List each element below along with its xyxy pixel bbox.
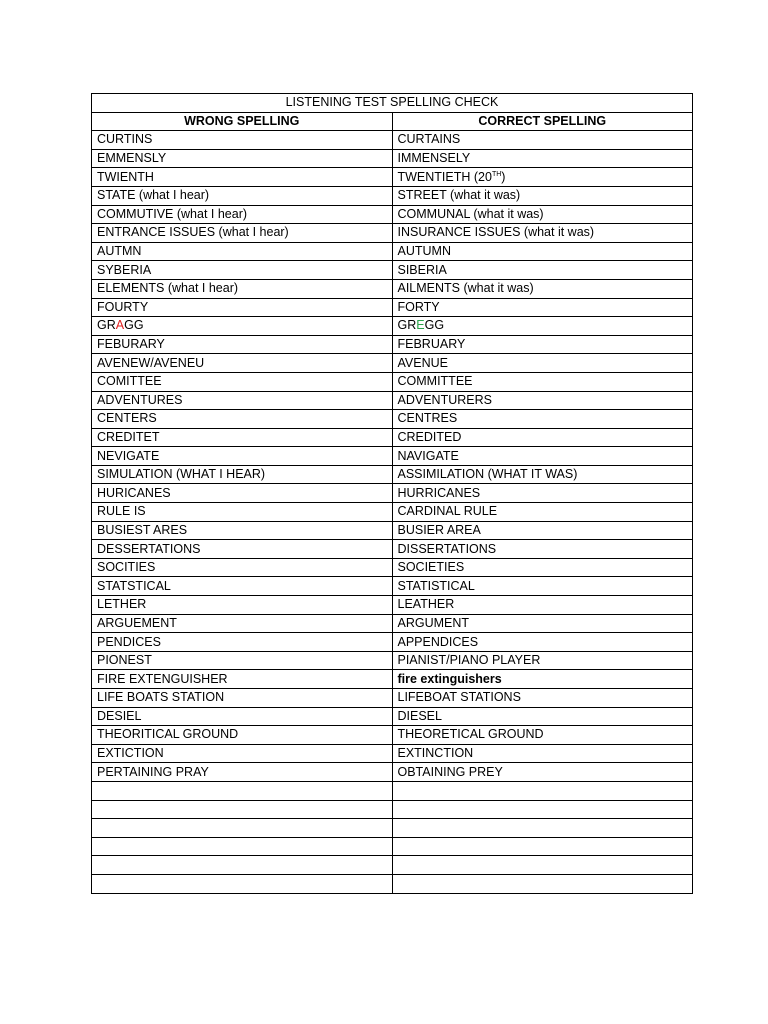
correct-cell: FORTY <box>392 298 693 317</box>
correct-cell: AILMENTS (what it was) <box>392 279 693 298</box>
wrong-cell: BUSIEST ARES <box>92 521 393 540</box>
wrong-cell: SOCITIES <box>92 558 393 577</box>
wrong-cell: STATSTICAL <box>92 577 393 596</box>
correct-text-after: ) <box>501 169 506 184</box>
correct-cell: APPENDICES <box>392 633 693 652</box>
correct-cell <box>392 837 693 856</box>
wrong-part: GG <box>124 318 144 333</box>
correct-cell: LEATHER <box>392 596 693 615</box>
wrong-cell: EXTICTION <box>92 744 393 763</box>
table-row <box>92 651 693 670</box>
correct-cell: ASSIMILATION (WHAT IT WAS) <box>392 465 693 484</box>
correct-cell: THEORETICAL GROUND <box>392 726 693 745</box>
header-wrong-spelling: WRONG SPELLING <box>92 112 393 131</box>
correct-cell <box>392 317 693 336</box>
correct-cell: LIFEBOAT STATIONS <box>392 689 693 708</box>
correct-cell: PIANIST/PIANO PLAYER <box>392 651 693 670</box>
wrong-cell: EMMENSLY <box>92 149 393 168</box>
table-row <box>92 837 693 856</box>
wrong-cell: PERTAINING PRAY <box>92 763 393 782</box>
wrong-cell: ENTRANCE ISSUES (what I hear) <box>92 224 393 243</box>
wrong-cell: STATE (what I hear) <box>92 186 393 205</box>
wrong-cell: RULE IS <box>92 503 393 522</box>
correct-cell: BUSIER AREA <box>392 521 693 540</box>
table-row <box>92 633 693 652</box>
wrong-cell: ELEMENTS (what I hear) <box>92 279 393 298</box>
correct-cell: CENTRES <box>392 410 693 429</box>
wrong-cell: CREDITET <box>92 428 393 447</box>
wrong-cell: FEBURARY <box>92 335 393 354</box>
title-row <box>92 94 693 113</box>
table-row <box>92 447 693 466</box>
table-row <box>92 261 693 280</box>
header-row <box>92 112 693 131</box>
correct-cell: STATISTICAL <box>392 577 693 596</box>
correct-cell <box>392 781 693 800</box>
table-row <box>92 689 693 708</box>
wrong-cell: AUTMN <box>92 242 393 261</box>
superscript-text: TH <box>491 170 502 178</box>
table-row <box>92 503 693 522</box>
correct-cell: DISSERTATIONS <box>392 540 693 559</box>
wrong-letter-highlight: A <box>115 318 125 333</box>
table-row <box>92 819 693 838</box>
wrong-cell: TWIENTH <box>92 168 393 187</box>
correct-part: GG <box>424 318 445 333</box>
correct-cell: CREDITED <box>392 428 693 447</box>
correct-cell: COMMUNAL (what it was) <box>392 205 693 224</box>
correct-cell <box>392 856 693 875</box>
correct-cell: AVENUE <box>392 354 693 373</box>
table-row <box>92 149 693 168</box>
correct-cell: CARDINAL RULE <box>392 503 693 522</box>
table-row <box>92 205 693 224</box>
wrong-cell: DESSERTATIONS <box>92 540 393 559</box>
wrong-cell <box>92 819 393 838</box>
correct-cell <box>392 819 693 838</box>
table-row <box>92 521 693 540</box>
correct-cell: HURRICANES <box>392 484 693 503</box>
wrong-cell: LIFE BOATS STATION <box>92 689 393 708</box>
wrong-cell <box>92 837 393 856</box>
wrong-cell: NEVIGATE <box>92 447 393 466</box>
table-row <box>92 279 693 298</box>
table-row <box>92 596 693 615</box>
correct-cell: FEBRUARY <box>392 335 693 354</box>
wrong-cell: CURTINS <box>92 131 393 150</box>
correct-cell: OBTAINING PREY <box>392 763 693 782</box>
table-row <box>92 131 693 150</box>
wrong-cell: SIMULATION (WHAT I HEAR) <box>92 465 393 484</box>
table-row <box>92 726 693 745</box>
table-row <box>92 800 693 819</box>
table-row <box>92 856 693 875</box>
table-row <box>92 781 693 800</box>
table-row <box>92 298 693 317</box>
wrong-cell: ARGUEMENT <box>92 614 393 633</box>
correct-text: TWENTIETH (20 <box>397 169 492 184</box>
spelling-table <box>91 93 693 894</box>
table-row <box>92 484 693 503</box>
wrong-cell: AVENEW/AVENEU <box>92 354 393 373</box>
table-row <box>92 242 693 261</box>
wrong-cell <box>92 781 393 800</box>
wrong-cell: FOURTY <box>92 298 393 317</box>
wrong-cell: SYBERIA <box>92 261 393 280</box>
table-row <box>92 354 693 373</box>
correct-cell: EXTINCTION <box>392 744 693 763</box>
correct-cell: STREET (what it was) <box>392 186 693 205</box>
wrong-cell: DESIEL <box>92 707 393 726</box>
table-title: LISTENING TEST SPELLING CHECK <box>92 94 693 113</box>
wrong-cell <box>92 317 393 336</box>
table-row <box>92 670 693 689</box>
wrong-cell: PIONEST <box>92 651 393 670</box>
table-row <box>92 707 693 726</box>
wrong-part: GR <box>97 318 116 333</box>
correct-cell: AUTUMN <box>392 242 693 261</box>
header-correct-spelling: CORRECT SPELLING <box>392 112 693 131</box>
wrong-cell: HURICANES <box>92 484 393 503</box>
correct-cell: ADVENTURERS <box>392 391 693 410</box>
table-row <box>92 168 693 187</box>
correct-cell: CURTAINS <box>392 131 693 150</box>
correct-cell: DIESEL <box>392 707 693 726</box>
table-row <box>92 614 693 633</box>
correct-cell: SOCIETIES <box>392 558 693 577</box>
wrong-cell: COMITTEE <box>92 372 393 391</box>
table-row <box>92 224 693 243</box>
correct-cell: SIBERIA <box>392 261 693 280</box>
wrong-cell: PENDICES <box>92 633 393 652</box>
wrong-cell: COMMUTIVE (what I hear) <box>92 205 393 224</box>
correct-cell: COMMITTEE <box>392 372 693 391</box>
correct-cell: NAVIGATE <box>392 447 693 466</box>
wrong-cell <box>92 874 393 893</box>
table-row <box>92 428 693 447</box>
table-row <box>92 763 693 782</box>
wrong-cell: LETHER <box>92 596 393 615</box>
correct-cell: fire extinguishers <box>392 670 693 689</box>
correct-cell <box>392 874 693 893</box>
table-row <box>92 372 693 391</box>
wrong-cell <box>92 856 393 875</box>
wrong-cell: FIRE EXTENGUISHER <box>92 670 393 689</box>
correct-cell: IMMENSELY <box>392 149 693 168</box>
wrong-cell: THEORITICAL GROUND <box>92 726 393 745</box>
table-row <box>92 186 693 205</box>
table-row <box>92 335 693 354</box>
table-row <box>92 540 693 559</box>
wrong-cell: CENTERS <box>92 410 393 429</box>
table-row <box>92 317 693 336</box>
correct-cell: ARGUMENT <box>392 614 693 633</box>
wrong-cell <box>92 800 393 819</box>
wrong-cell: ADVENTURES <box>92 391 393 410</box>
table-row <box>92 465 693 484</box>
correct-cell: INSURANCE ISSUES (what it was) <box>392 224 693 243</box>
correct-cell <box>392 168 693 187</box>
table-row <box>92 744 693 763</box>
table-row <box>92 410 693 429</box>
correct-cell <box>392 800 693 819</box>
table-row <box>92 558 693 577</box>
table-row <box>92 874 693 893</box>
correct-part: GR <box>397 318 417 333</box>
correct-letter-highlight: E <box>416 318 425 333</box>
table-row <box>92 577 693 596</box>
table-row <box>92 391 693 410</box>
spelling-sheet <box>91 93 693 894</box>
